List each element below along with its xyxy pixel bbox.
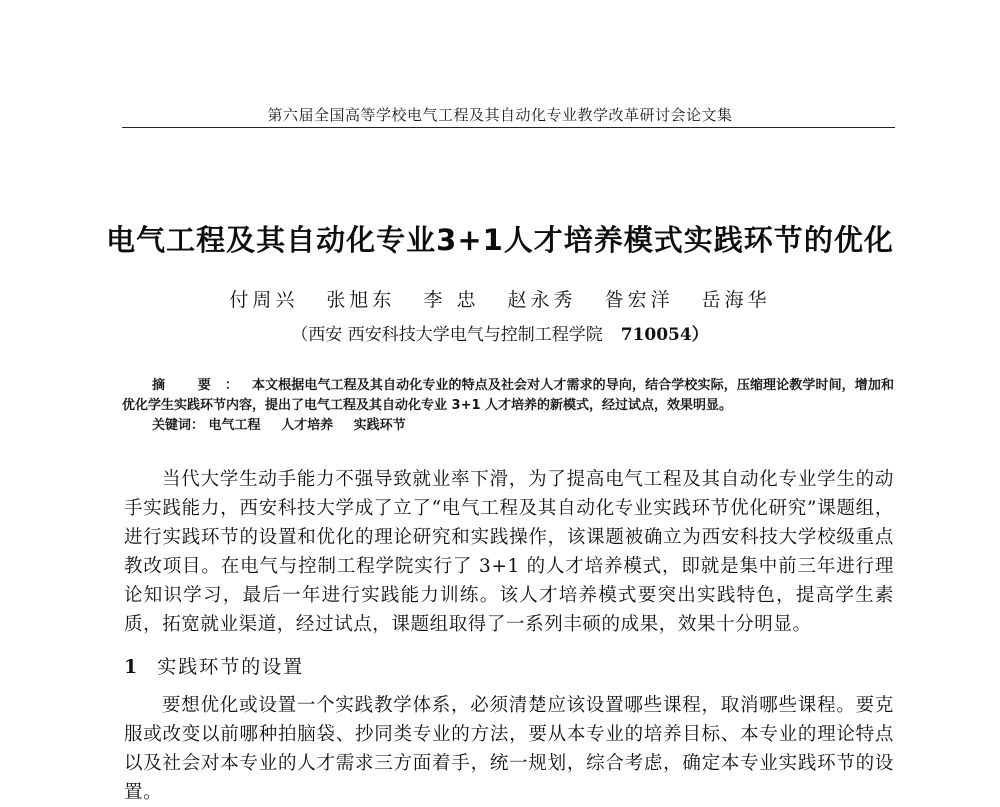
paper-title: 电气工程及其自动化专业3+1人才培养模式实践环节的优化: [106, 223, 894, 257]
postcode: 710054）: [620, 325, 709, 345]
abstract-text: 本文根据电气工程及其自动化专业的特点及社会对人才需求的导向，结合学校实际，压缩理论教学时间，增加和优化学生实践环节内容，提出了电气工程及其自动化专业 3+1 人才培养的新模式，经过试点，效果明显。: [122, 378, 894, 413]
section-paragraph: 要想优化或设置一个实践教学体系，必须清楚应该设置哪些课程，取消哪些课程。要克服或改变以前哪种拍脑袋、抄同类专业的方法，要从本专业的培养目标、本专业的理论特点以及社会对本专业的人才需求三方面着手，统一规划，综合考虑，确定本专业实践环节的设置。: [124, 695, 894, 803]
author-list: [0, 285, 1000, 312]
keyword: 实践环节: [353, 418, 406, 433]
keywords: [122, 416, 894, 436]
author: 岳海华: [701, 289, 771, 311]
keyword: 人才培养: [281, 418, 334, 433]
header-rule: [122, 127, 895, 128]
author: 赵永秀: [507, 289, 577, 311]
affiliation: [0, 320, 1000, 345]
affiliation-text: （西安 西安科技大学电气与控制工程学院: [291, 325, 603, 345]
abstract-label: 摘 要：: [152, 378, 252, 393]
author: 张旭东: [326, 289, 396, 311]
abstract: [122, 376, 894, 436]
author: 李 忠: [423, 289, 480, 311]
intro-paragraph: 当代大学生动手能力不强导致就业率下滑，为了提高电气工程及其自动化专业学生的动手实践能力，西安科技大学成了立了“电气工程及其自动化专业实践环节优化研究”课题组，进行实践环节的设置和优化的理论研究和实践操作，该课题被确立为西安科技大学校级重点教改项目。在电气与控制工程学院实行了 3+1 的人才培养模式，即就是集中前三年进行理论知识学习，最后一年进行实践能力训练。该人才培养模式要突出实践特色，提高学生素质，拓宽就业渠道，经过试点，课题组取得了一系列丰硕的成果，效果十分明显。: [124, 469, 894, 635]
keywords-label: 关键词：: [152, 418, 205, 433]
section-heading: [124, 652, 304, 679]
keyword: 电气工程: [208, 418, 261, 433]
author: 付周兴: [229, 289, 299, 311]
running-header: 第六届全国高等学校电气工程及其自动化专业教学改革研讨会论文集: [267, 106, 733, 124]
section-title: 实践环节的设置: [157, 656, 305, 678]
author: 昝宏洋: [604, 289, 674, 311]
section-number: 1: [124, 656, 138, 678]
